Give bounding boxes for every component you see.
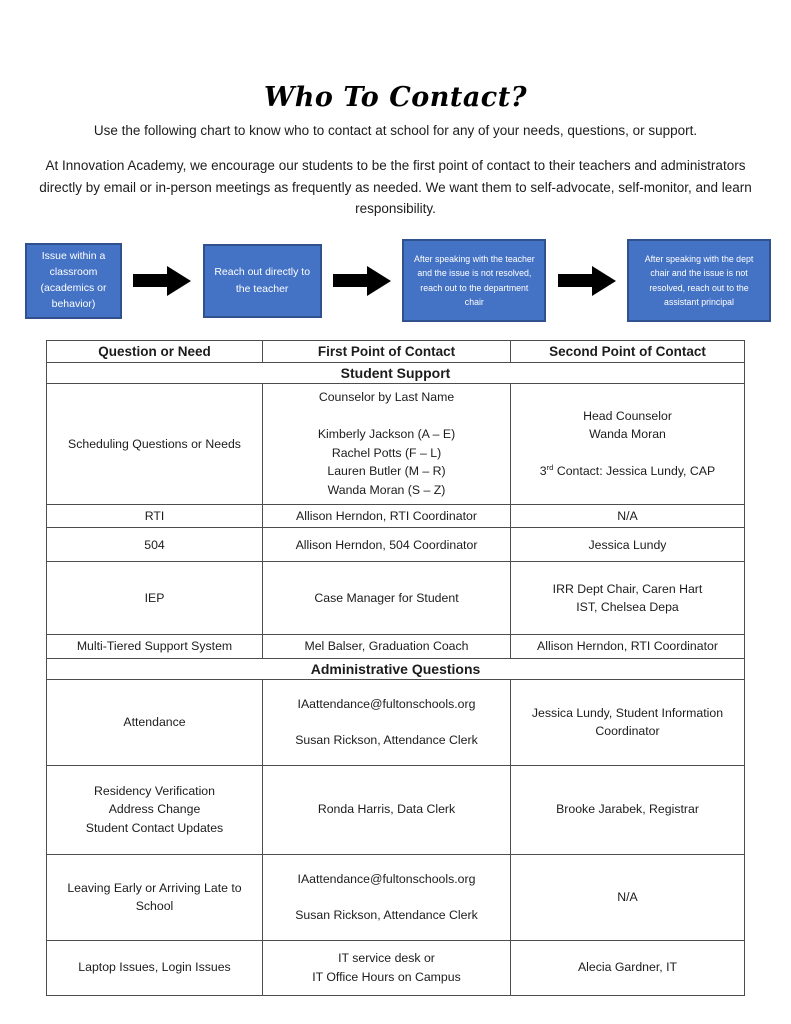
table-cell <box>511 383 745 504</box>
table-cell <box>47 562 263 635</box>
cell-line: Laptop Issues, Login Issues <box>78 960 231 975</box>
cell-line <box>517 444 738 462</box>
cell-line: Student Contact Updates <box>85 820 224 835</box>
table-cell <box>263 940 511 995</box>
cell-line: 3rd Contact: Jessica Lundy, CAP <box>539 463 716 479</box>
table-cell <box>511 635 745 658</box>
cell-line: Mel Balser, Graduation Coach <box>304 639 469 654</box>
cell-line: Attendance <box>123 714 186 729</box>
table-cell <box>263 679 511 765</box>
table-cell <box>511 562 745 635</box>
cell-line: IAattendance@fultonschools.org <box>297 871 476 886</box>
cell-line: Address Change <box>108 802 201 817</box>
cell-line: Alecia Gardner, IT <box>577 960 678 975</box>
cell-line: IT service desk or <box>338 951 435 966</box>
arrow-shaft <box>558 274 592 287</box>
section-row <box>47 658 745 679</box>
cell-line: 504 <box>144 537 165 552</box>
cell-line: Wanda Moran <box>589 427 666 442</box>
cell-line: IT Office Hours on Campus <box>312 969 461 984</box>
header-question-or-need: Question or Need <box>47 340 263 362</box>
flow-arrow-icon <box>546 266 627 296</box>
contact-table-body <box>47 362 745 995</box>
section-row <box>47 362 745 383</box>
flow-step-assistant-principal <box>627 239 771 322</box>
table-cell <box>47 504 263 527</box>
flow-arrow-icon <box>122 266 203 296</box>
table-cell <box>511 940 745 995</box>
table-cell <box>47 854 263 940</box>
cell-line: N/A <box>617 508 638 523</box>
table-row <box>47 635 745 658</box>
table-cell <box>47 940 263 995</box>
table-row <box>47 765 745 854</box>
table-cell <box>47 765 263 854</box>
page-title: Who To Contact? <box>263 82 528 113</box>
flow-arrow-icon <box>322 266 403 296</box>
cell-line: IRR Dept Chair, Caren Hart <box>552 581 703 596</box>
cell-line: Ronda Harris, Data Clerk <box>317 802 456 817</box>
cell-line: N/A <box>617 889 638 904</box>
table-row <box>47 940 745 995</box>
header-second-point-of-contact: Second Point of Contact <box>511 340 745 362</box>
arrow-head <box>592 266 616 296</box>
flow-step-label: Reach out directly to the teacher <box>214 265 311 295</box>
table-row <box>47 504 745 527</box>
cell-line: Counselor by Last Name <box>318 390 455 405</box>
arrow-head <box>167 266 191 296</box>
cell-line: Multi-Tiered Support System <box>76 639 233 654</box>
table-cell <box>263 562 511 635</box>
cell-line: Leaving Early or Arriving Late to School <box>67 880 242 914</box>
table-cell <box>511 679 745 765</box>
cell-line: Kimberly Jackson (A – E) <box>317 427 456 442</box>
table-cell <box>47 679 263 765</box>
contact-table <box>46 340 745 996</box>
table-cell <box>511 765 745 854</box>
table-row <box>47 383 745 504</box>
flow-step-issue <box>25 243 122 319</box>
table-row <box>47 528 745 562</box>
cell-line: Allison Herndon, 504 Coordinator <box>295 537 478 552</box>
cell-line: Case Manager for Student <box>314 591 459 605</box>
flow-step-teacher <box>203 244 322 318</box>
table-row <box>47 679 745 765</box>
cell-line: Allison Herndon, RTI Coordinator <box>296 508 477 523</box>
table-row <box>47 562 745 635</box>
section-header: Administrative Questions <box>47 658 745 679</box>
cell-line: Jessica Lundy <box>588 537 667 552</box>
table-cell <box>263 504 511 527</box>
table-cell <box>47 528 263 562</box>
cell-line <box>269 888 504 906</box>
cell-line: Lauren Butler (M – R) <box>327 464 446 479</box>
table-cell <box>263 765 511 854</box>
table-cell <box>47 635 263 658</box>
cell-line: IEP <box>144 591 165 605</box>
flowchart <box>25 239 771 323</box>
header-first-point-of-contact: First Point of Contact <box>263 340 511 362</box>
cell-line: RTI <box>144 508 165 523</box>
cell-line: Jessica Lundy, Student Information Coordinator <box>531 705 724 739</box>
table-cell <box>511 854 745 940</box>
table-cell <box>47 383 263 504</box>
cell-line: Susan Rickson, Attendance Clerk <box>295 908 478 923</box>
page-subtitle: Use the following chart to know who to contact at school for any of your needs, questions, or support. <box>93 123 698 138</box>
cell-line: IST, Chelsea Depa <box>576 600 679 615</box>
cell-line: Allison Herndon, RTI Coordinator <box>537 639 718 654</box>
flow-step-label: After speaking with the dept chair and the issue is not resolved, reach out to the assistant principal <box>644 253 754 308</box>
arrow-shaft <box>133 274 167 287</box>
arrow-head <box>367 266 391 296</box>
cell-line: Scheduling Questions or Needs <box>68 436 241 451</box>
table-cell <box>263 854 511 940</box>
cell-line: IAattendance@fultonschools.org <box>297 696 476 711</box>
cell-line: Brooke Jarabek, Registrar <box>556 802 699 817</box>
flow-step-label: After speaking with the teacher and the issue is not resolved, reach out to the department chair <box>413 253 535 308</box>
table-cell <box>263 635 511 658</box>
table-cell <box>263 528 511 562</box>
cell-line <box>269 713 504 731</box>
table-cell <box>511 528 745 562</box>
table-header-row <box>47 340 745 362</box>
section-header: Student Support <box>47 362 745 383</box>
cell-line: Susan Rickson, Attendance Clerk <box>295 733 478 748</box>
cell-line: Wanda Moran (S – Z) <box>327 482 446 497</box>
arrow-shaft <box>333 274 367 287</box>
cell-line: Head Counselor <box>583 408 672 423</box>
cell-line <box>269 407 504 425</box>
cell-line: Residency Verification <box>94 784 215 798</box>
cell-line: Rachel Potts (F – L) <box>331 445 442 460</box>
flow-step-dept-chair <box>402 239 546 322</box>
table-cell <box>263 383 511 504</box>
table-row <box>47 854 745 940</box>
intro-paragraph: At Innovation Academy, we encourage our students to be the first point of contact to their teachers and administrators directly by email or in-person meetings as frequently as needed. We want them to self-advocate, self-monitor, and learn responsibility. <box>39 158 752 217</box>
flow-step-label: Issue within a classroom (academics or behavior) <box>40 250 107 310</box>
table-cell <box>511 504 745 527</box>
